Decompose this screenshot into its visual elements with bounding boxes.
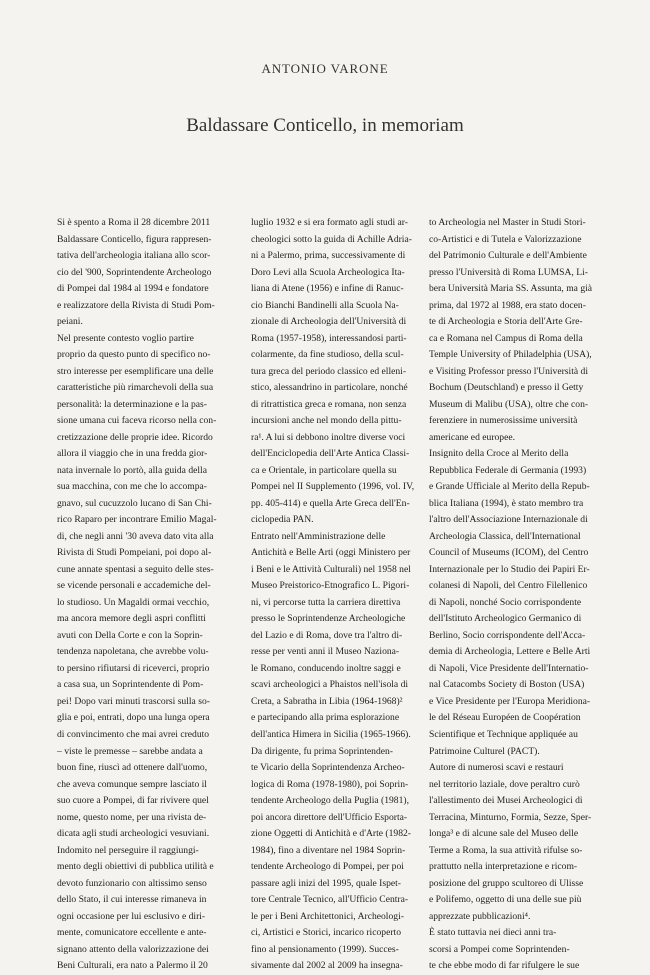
text-line: Rivista di Studi Pompeiani, poi dopo al- [57, 547, 212, 559]
text-line: lo studioso. Un Magaldi ormai vecchio, [57, 596, 210, 608]
text-line: tore Centrale Tecnico, all'Ufficio Centra- [251, 894, 409, 906]
text-line: le Romano, conducendo inoltre saggi e [251, 662, 401, 674]
text-line: zione Oggetti di Antichità e d'Arte (1982- [251, 828, 411, 840]
text-line: buon fine, riuscì ad ottenere dall'uomo, [57, 762, 208, 774]
text-line: liana di Atene (1956) e infine di Ranuc- [251, 283, 404, 295]
text-line: Bochum (Deutschland) e presso il Getty [429, 382, 584, 394]
text-line: Roma (1957-1958), interessandosi parti- [251, 332, 407, 344]
text-line: devoto funzionario con altissimo senso [57, 877, 207, 889]
text-line: di convincimento che mai avrei creduto [57, 728, 210, 740]
text-line: e Visiting Professor presso l'Università di [429, 365, 588, 377]
text-line: co-Artistici e di Tutela e Valorizzazione [429, 233, 582, 245]
text-line: tativa dell'archeologia italiana allo scor- [57, 250, 211, 262]
text-line: avuti con Della Corte e con la Soprin- [57, 629, 203, 641]
text-line: te di Archeologia e Storia dell'Arte Gre- [429, 316, 583, 328]
text-line: poi ancora direttore dell'Ufficio Esporta- [251, 811, 408, 823]
text-line: Council of Museums (ICOM), del Centro [429, 547, 589, 559]
text-line: scorsi a Pompei come Soprintenden- [429, 943, 570, 955]
text-line: presso l'Università di Roma LUMSA, Li- [429, 266, 588, 278]
text-line: e Vice Presidente per l'Europa Meridiona- [429, 695, 591, 707]
text-line: colanesi di Napoli, del Centro Filellenico [429, 580, 588, 592]
text-line: Internazionale per lo Studio dei Papiri Er- [429, 563, 590, 575]
text-line: le del Réseau Européen de Coopération [429, 712, 581, 724]
text-line: cune annate spentasi a seguito delle stes- [57, 563, 214, 575]
text-line: gnavo, sul cucuzzolo lucano di San Chi- [57, 497, 212, 509]
text-line: blica Italiana (1994), è stato membro tra [429, 497, 584, 509]
text-line: dicata agli studi archeologici vesuviani. [57, 828, 210, 840]
text-line: del Patrimonio Culturale e dell'Ambiente [429, 250, 587, 262]
text-line: di Napoli, Vice Presidente dell'Internatio- [429, 662, 589, 674]
text-line: apprezzate pubblicazioni⁴. [429, 910, 531, 922]
text-line: caratteristiche più rimarchevoli della sua [57, 382, 214, 394]
text-line: Berlino, Socio corrispondente dell'Acca- [429, 629, 586, 641]
text-line: ciclopedia PAN. [251, 514, 314, 526]
text-line: tendenza napoletana, che avrebbe volu- [57, 646, 209, 658]
text-line: Terme a Roma, la sua attività rifulse so- [429, 844, 583, 856]
text-line: e partecipando alla prima esplorazione [251, 712, 400, 724]
text-line: Museum di Malibu (USA), oltre che con- [429, 398, 589, 410]
text-line: stico, alessandrino in particolare, nonché [251, 382, 408, 394]
text-line: to Archeologia nel Master in Studi Stori- [429, 217, 586, 228]
text-line: nata invernale lo portò, alla guida della [57, 464, 207, 476]
text-line: nome, questo nome, per una rivista de- [57, 811, 207, 823]
text-line: glia e poi, entrati, dopo una lunga opera [57, 712, 210, 724]
text-line: colarmente, da fine studioso, della scul- [251, 349, 404, 361]
text-line: personalità: la determinazione e la pas- [57, 398, 207, 410]
text-line: cretizzazione delle proprie idee. Ricordo [57, 431, 213, 443]
text-line: Patrimoine Culturel (PACT). [429, 745, 540, 757]
text-line: proprio da questo punto di specifico no- [57, 349, 211, 361]
text-line: che aveva comunque sempre lasciato il [57, 778, 207, 790]
text-line: È stato tuttavia nei dieci anni tra- [429, 927, 557, 939]
text-line: Repubblica Federale di Germania (1993) [429, 464, 587, 476]
text-line: ca e Orientale, in particolare quella su [251, 464, 397, 476]
text-line: e realizzatore della Rivista di Studi Pom- [57, 299, 215, 311]
text-line: Archeologia Classica, dell'International [429, 530, 581, 542]
text-line: luglio 1932 e si era formato agli studi ar- [251, 217, 408, 228]
text-line: logica di Roma (1978-1980), poi Soprin- [251, 778, 409, 790]
text-line: sivamente dal 2002 al 2009 ha insegna- [251, 960, 403, 972]
text-line: dell'antica Himera in Sicilia (1965-1966). [251, 728, 411, 740]
text-line: signano attento della valorizzazione dei [57, 943, 209, 955]
text-line: mente, comunicatore eccellente e ante- [57, 927, 207, 939]
article-title: Baldassare Conticello, in memoriam [186, 115, 464, 136]
text-line: dell'Enciclopedia dell'Arte Antica Classi- [251, 448, 410, 460]
text-line: posizione del gruppo scultoreo di Ulisse [429, 877, 584, 889]
text-line: Indomito nel perseguire il raggiungi- [57, 844, 199, 856]
text-line: pp. 405-414) e quella Arte Greca dell'En- [251, 497, 410, 509]
text-line: l'allestimento dei Musei Archeologici di [429, 795, 583, 807]
text-line: sua macchina, con me che lo accompa- [57, 481, 207, 493]
text-line: Entrato nell'Amministrazione delle [251, 530, 386, 542]
text-line: te che ebbe modo di far rifulgere le sue [429, 960, 580, 972]
text-line: passare agli inizi del 1995, quale Ispet- [251, 877, 401, 889]
text-line: to persino rifiutarsi di riceverci, proprio [57, 662, 210, 674]
text-line: mento degli obiettivi di pubblica utilità e [57, 861, 214, 873]
text-line: i Beni e le Attività Culturali) nel 1958 nel [251, 563, 411, 575]
text-line: le per i Beni Architettonici, Archeologi- [251, 910, 404, 922]
text-line: ma ancora memore degli aspri conflitti [57, 613, 206, 625]
text-line: Creta, a Sabratha in Libia (1964-1968)² [251, 695, 403, 707]
text-line: Antichità e Belle Arti (oggi Ministero per [251, 547, 411, 559]
text-line: e Polifemo, oggetto di una delle sue più [429, 894, 582, 906]
text-line: pei! Dopo vari minuti trascorsi sulla so- [57, 695, 210, 707]
text-line: cheologici sotto la guida di Achille Adria- [251, 233, 412, 245]
text-line: Terracina, Minturno, Formia, Sezze, Sper- [429, 811, 592, 823]
text-line: nel territorio laziale, dove peraltro curò [429, 778, 580, 790]
text-line: sione umana cui faceva ricorso nella con- [57, 415, 217, 427]
text-line: l'altro dell'Associazione Internazionale di [429, 514, 588, 526]
text-line: ra¹. A lui si debbono inoltre diverse voci [251, 431, 406, 443]
text-line: stro interesse per esemplificare una delle [57, 365, 214, 377]
text-line: – viste le premesse – sarebbe andata a [57, 745, 203, 757]
text-line: te Vicario della Soprintendenza Archeo- [251, 762, 405, 774]
text-line: longa³ e di alcune sale del Museo delle [429, 828, 579, 840]
text-line: scavi archeologici a Phaistos nell'isola di [251, 679, 409, 691]
text-line: e Grande Ufficiale al Merito della Repub- [429, 481, 590, 493]
text-line: dell'Istituto Archeologico Germanico di [429, 613, 582, 625]
text-line: suo cuore a Pompei, di far rivivere quel [57, 795, 209, 807]
text-line: di Napoli, nonché Socio corrispondente [429, 596, 582, 608]
text-line: di, che negli anni '30 aveva dato vita alla [57, 530, 214, 542]
text-line: Si è spento a Roma il 28 dicembre 2011 [57, 217, 211, 228]
text-line: allora il viaggio che in una fredda gior- [57, 448, 208, 460]
text-line: Nel presente contesto voglio partire [57, 332, 194, 344]
text-line: fino al pensionamento (1999). Succes- [251, 943, 399, 955]
text-line: prima, dal 1972 al 1988, era stato docen- [429, 299, 586, 311]
text-line: Scientifique et Technique appliquée au [429, 728, 578, 740]
text-line: 1984), fino a diventare nel 1984 Soprin- [251, 844, 406, 856]
text-line: bera Università Maria SS. Assunta, ma già [429, 283, 593, 295]
text-line: ca e Romana nel Campus di Roma della [429, 332, 583, 344]
text-line: del Lazio e di Roma, dove tra l'altro di- [251, 629, 403, 641]
text-line: americane ed europee. [429, 431, 516, 443]
text-line: Autore di numerosi scavi e restauri [429, 762, 564, 774]
text-line: tendente Archeologo della Puglia (1981), [251, 795, 409, 807]
text-line: incursioni anche nel mondo della pittu- [251, 415, 402, 427]
text-line: Museo Preistorico-Etnografico L. Pigori- [251, 580, 410, 592]
text-line: nal Catacombs Society di Boston (USA) [429, 679, 585, 691]
text-line: Doro Levi alla Scuola Archeologica Ita- [251, 266, 405, 278]
text-line: zionale di Archeologia dell'Università di [251, 316, 407, 328]
text-line: cio Bianchi Bandinelli alla Scuola Na- [251, 299, 399, 311]
text-line: cio del '900, Soprintendente Archeologo [57, 266, 212, 278]
text-line: presso le Soprintendenze Archeologiche [251, 613, 406, 625]
text-column-2 [251, 215, 439, 975]
text-line: ferenziere in numerosissime università [429, 415, 578, 427]
text-line: a casa sua, un Soprintendente di Pom- [57, 679, 204, 691]
text-line: se vicende personali e accademiche del- [57, 580, 211, 592]
author-name: ANTONIO VARONE [261, 61, 389, 76]
text-line: di ritrattistica greca e romana, non senza [251, 398, 407, 410]
text-line: Baldassare Conticello, figura rappresen- [57, 233, 212, 245]
text-line: Insignito della Croce al Merito della [429, 448, 569, 460]
text-line: Beni Culturali, era nato a Palermo il 20 [57, 960, 208, 972]
text-line: demia di Archeologia, Lettere e Belle Arti [429, 646, 591, 658]
text-line: tura greca del periodo classico ed elleni- [251, 365, 407, 377]
text-line: rico Raparo per incontrare Emilio Magal- [57, 514, 217, 526]
text-line: Da dirigente, fu prima Soprintenden- [251, 745, 393, 757]
text-line: ni a Palermo, prima, successivamente di [251, 250, 406, 262]
text-line: dello Stato, il cui interesse rimaneva in [57, 894, 207, 906]
text-column-1 [57, 215, 245, 975]
text-line: Pompei nel II Supplemento (1996, vol. IV, [251, 481, 415, 493]
text-line: ci, Artistici e Storici, incarico ricoperto [251, 927, 401, 939]
text-column-3 [429, 215, 615, 975]
text-line: ni, vi percorse tutta la carriera direttiva [251, 596, 401, 608]
text-line: Temple University of Philadelphia (USA), [429, 349, 592, 361]
text-line: ogni occasione per lui esclusivo e diri- [57, 910, 206, 922]
text-line: peiani. [57, 316, 83, 328]
text-line: tendente Archeologo di Pompei, per poi [251, 861, 404, 873]
text-line: di Pompei dal 1984 al 1994 e fondatore [57, 283, 209, 295]
text-line: prattutto nella interpretazione e ricom- [429, 861, 578, 873]
text-line: resse per venti anni il Museo Naziona- [251, 646, 400, 658]
